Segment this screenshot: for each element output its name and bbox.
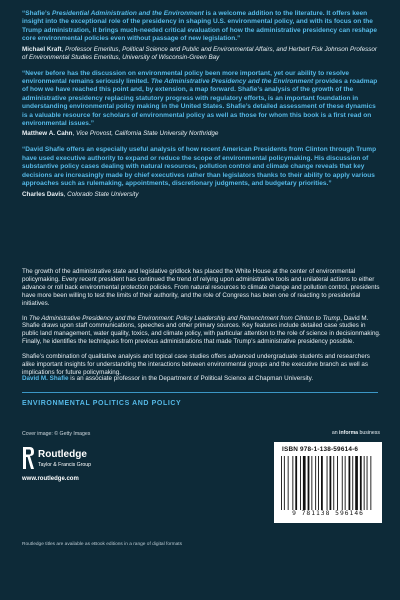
description-paragraph-1: The growth of the administrative state and legislative gridlock has placed the White House at the center of environmental policymaking. Every recent president has continued the trend of relying upon administrative tools and unilateral actions to either advance or roll back environmental protection policies. From natural resources to climate change and pollution control, presidents have more been willing to test the limits of their authority, and the role of Congress has been one of reacting to presidential initiatives. bbox=[22, 268, 380, 307]
quote-text: “Never before has the discussion on environmental policy been more important, yet our ability to resolve environmental remains seriously limited. The Administrative Presidency and the Environment provides a roadmap of how we have reached this point and, by extension, a map forward. Shafie’s analysis of the growth of the administrative presidency replacing statutory progress with regulatory efforts, is an important foundation in understanding environmental policy making in the United States. Shafie’s detailed assessment of these dynamics is a valuable resource for scholars of environmental policy as well as those for whom this book is a first read on environmental issues.” bbox=[22, 69, 378, 128]
publisher-subtitle: Taylor & Francis Group bbox=[38, 462, 92, 468]
reviewer-name: Charles Davis bbox=[22, 190, 64, 198]
reviewer-title: Vice Provost, California State University Northridge bbox=[76, 130, 219, 138]
informa-business-tag: an informa business bbox=[331, 430, 380, 436]
quote-attribution: Charles Davis, Colorado State University bbox=[22, 190, 139, 198]
publisher-logo bbox=[22, 446, 152, 486]
quote-text: “Shafie’s Presidential Administration and the Environment is a welcome addition to the literature. It offers keen insight into the exceptional role of the presidency in shaping U.S. environmental policy, and with its focus on the Trump administration, it brings much-needed critical evaluation of how the administrative presidency can reshape core environmental policies even without passage of new legislation.” bbox=[22, 10, 378, 43]
barcode-number: 9 781138 596146 bbox=[292, 510, 364, 517]
reviewer-name: Matthew A. Cahn bbox=[22, 130, 73, 138]
publisher-name: Routledge bbox=[38, 449, 87, 460]
reviewer-title: Colorado State University bbox=[67, 190, 139, 198]
reviewer-name: Michael Kraft bbox=[22, 45, 62, 53]
ebook-note: Routledge titles are available as eBook editions in a range of digital formats bbox=[22, 542, 182, 547]
barcode-icon bbox=[281, 456, 375, 510]
full-book-title: The Administrative Presidency and the Environment: Policy Leadership and Retrenchment from Clinton to Trump bbox=[28, 314, 341, 322]
quote-text: “David Shafie offers an especially useful analysis of how recent American Presidents from Clinton through Trump have used executive authority to expand or reduce the scope of environmental policymaking. His discussion of substantive policy cases dealing with natural resources, pollution control and climate change reveals that key decisions are increasingly made by chief executives rather than legislators thanks to their ability to apply various approaches such as rulemaking, appointments, discretionary judgments, and budgetary priorities.” bbox=[22, 146, 377, 188]
praise-quote-1 bbox=[22, 10, 382, 62]
isbn-text: ISBN 978-1-138-59614-6 bbox=[282, 446, 359, 453]
quote-attribution: Michael Kraft, Professor Emeritus, Political Science and Public and Environmental Affairs, and Herbert Fisk Johnson Professor of Environmental Studies Emeritus, University of Wisconsin-Green Bay bbox=[22, 45, 378, 61]
reviewer-title: Professor Emeritus, Political Science and Public and Environmental Affairs, and Herbert Fisk Johnson Professor of Environmental Studies Emeritus, University of Wisconsin-Green Bay bbox=[22, 45, 378, 61]
quote-book-title: Presidential Administration and the Environment bbox=[51, 10, 204, 17]
cover-credit: Cover image: © Getty Images bbox=[22, 431, 91, 437]
quote-attribution: Matthew A. Cahn, Vice Provost, California State University Northridge bbox=[22, 130, 219, 138]
description-paragraph-2: In The Administrative Presidency and the Environment: Policy Leadership and Retrenchment from Clinton to Trump, David M. Shafie draws upon staff communications, speeches and other primary sources. Key features include detailed case studies in public land management, water quality, toxics, and climate policy, with particular attention to the role of science in decisionmaking. Finally, he identifies the techniques from previous administrations that made Trump’s administrative presidency possible. bbox=[22, 314, 381, 346]
divider bbox=[22, 392, 378, 393]
description-paragraph-3: Shafie’s combination of qualitative analysis and topical case studies offers advanced undergraduate students and researchers alike important insights for understanding the interactions between environmental groups and the executive branch as well as implications for future policymaking. bbox=[22, 353, 370, 376]
series-title: ENVIRONMENTAL POLITICS AND POLICY bbox=[22, 400, 182, 407]
book-description bbox=[22, 268, 382, 384]
publisher-website[interactable]: www.routledge.com bbox=[22, 476, 79, 482]
barcode-panel bbox=[274, 442, 382, 523]
author-bio: David M. Shafie is an associate professor in the Department of Political Science at Chapman University. bbox=[22, 375, 314, 382]
author-name: David M. Shafie bbox=[22, 375, 69, 382]
praise-quote-3 bbox=[22, 146, 382, 198]
praise-quote-2 bbox=[22, 70, 382, 139]
praise-section bbox=[22, 10, 382, 207]
quote-book-title: The Administrative Presidency and the Environment bbox=[150, 78, 314, 86]
routledge-r-icon bbox=[22, 446, 35, 470]
